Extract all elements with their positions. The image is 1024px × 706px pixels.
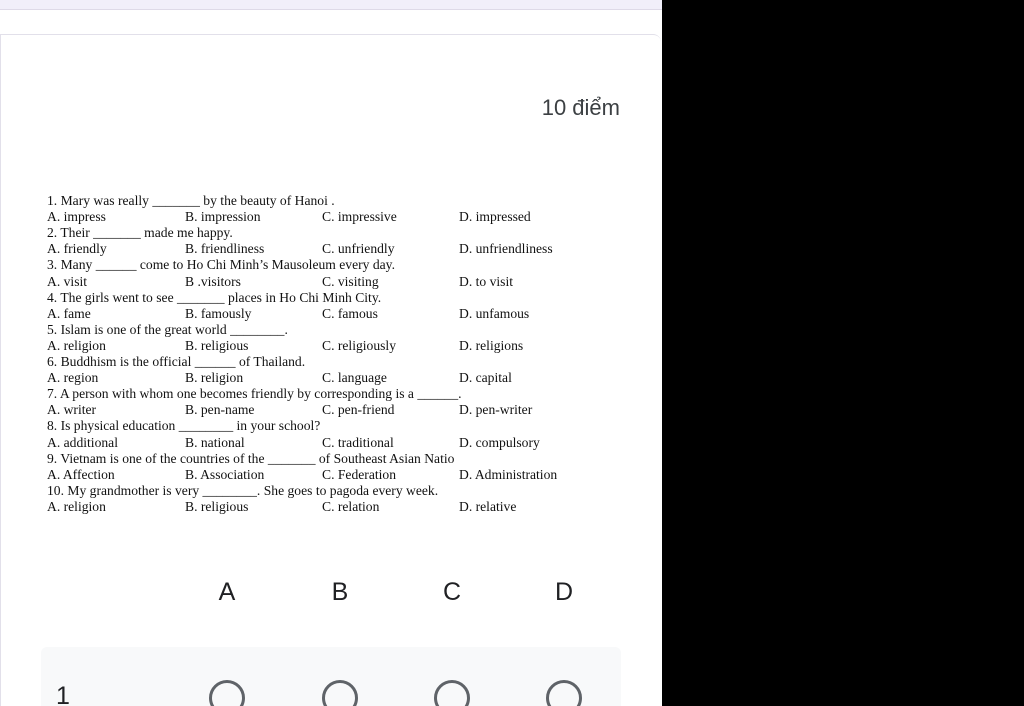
options-row <box>47 306 587 322</box>
options-row <box>47 274 587 290</box>
option-b: B. famously <box>185 305 252 321</box>
option-d: D. compulsory <box>459 434 540 450</box>
question-text: 2. Their _______ made me happy. <box>47 225 233 241</box>
option-d: D. capital <box>459 370 512 386</box>
worksheet-item-1 <box>47 193 587 225</box>
option-d: D. relative <box>459 498 517 514</box>
worksheet-item-7 <box>47 386 587 418</box>
worksheet-item-3 <box>47 257 587 289</box>
option-d: D. impressed <box>459 209 531 225</box>
worksheet-item-9 <box>47 451 587 483</box>
worksheet-item-8 <box>47 418 587 450</box>
grid-column-headers <box>0 578 662 612</box>
option-b: B. religious <box>185 498 249 514</box>
option-d: D. Administration <box>459 466 558 482</box>
worksheet-item-6 <box>47 354 587 386</box>
option-b: B. national <box>185 434 245 450</box>
option-a: A. religion <box>47 337 106 353</box>
question-text: 3. Many ______ come to Ho Chi Minh’s Mausoleum every day. <box>47 257 395 273</box>
options-row <box>47 435 587 451</box>
worksheet-item-5 <box>47 322 587 354</box>
options-row <box>47 241 587 257</box>
option-a: A. visit <box>47 273 88 289</box>
option-a: A. writer <box>47 402 97 418</box>
option-c: C. traditional <box>322 434 394 450</box>
question-text: 5. Islam is one of the great world ________. <box>47 321 288 337</box>
worksheet-item-10 <box>47 483 587 515</box>
question-text: 1. Mary was really _______ by the beauty of Hanoi . <box>47 193 335 208</box>
question-text: 6. Buddhism is the official ______ of Thailand. <box>47 353 306 369</box>
option-a: A. Affection <box>47 466 115 482</box>
option-c: C. famous <box>322 305 378 321</box>
question-text: 9. Vietnam is one of the countries of the _______ of Southeast Asian Natio <box>47 450 455 466</box>
question-text: 4. The girls went to see _______ places in Ho Chi Minh City. <box>47 289 382 305</box>
option-a: A. additional <box>47 434 118 450</box>
option-c: C. religiously <box>322 337 397 353</box>
options-row <box>47 370 587 386</box>
previous-card-edge <box>0 0 662 10</box>
option-b: B. pen-name <box>185 402 255 418</box>
column-header-d: D <box>554 578 574 606</box>
option-a: A. impress <box>47 209 106 225</box>
option-b: B. Association <box>185 466 265 482</box>
question-text: 8. Is physical education ________ in your school? <box>47 418 321 434</box>
option-b: B. religious <box>185 337 249 353</box>
question-points: 10 điểm <box>541 95 620 120</box>
option-d: D. unfamous <box>459 305 530 321</box>
option-b: B. friendliness <box>185 241 265 257</box>
worksheet-item-2 <box>47 225 587 257</box>
option-c: C. relation <box>322 498 380 514</box>
option-d: D. to visit <box>459 273 514 289</box>
option-c: C. language <box>322 370 387 386</box>
option-a: A. fame <box>47 305 91 321</box>
options-row <box>47 499 587 515</box>
option-a: A. friendly <box>47 241 107 257</box>
option-c: C. impressive <box>322 209 397 225</box>
option-b: B. religion <box>185 370 244 386</box>
option-b: B .visitors <box>185 273 241 289</box>
column-header-c: C <box>442 578 462 606</box>
option-d: D. religions <box>459 337 524 353</box>
option-a: A. religion <box>47 498 106 514</box>
option-c: C. pen-friend <box>322 402 395 418</box>
option-d: D. unfriendliness <box>459 241 553 257</box>
option-c: C. Federation <box>322 466 396 482</box>
column-header-a: A <box>218 578 236 606</box>
question-image <box>47 193 587 515</box>
option-c: C. unfriendly <box>322 241 395 257</box>
option-b: B. impression <box>185 209 261 225</box>
options-row <box>47 467 587 483</box>
question-text: 7. A person with whom one becomes friendly by corresponding is a ______. <box>47 386 462 402</box>
options-row <box>47 402 587 418</box>
grid-row-label: 1 <box>56 682 70 706</box>
question-text: 10. My grandmother is very ________. She goes to pagoda every week. <box>47 482 439 498</box>
option-a: A. region <box>47 370 99 386</box>
option-d: D. pen-writer <box>459 402 533 418</box>
worksheet-item-4 <box>47 290 587 322</box>
options-row <box>47 209 587 225</box>
option-c: C. visiting <box>322 273 379 289</box>
column-header-b: B <box>331 578 349 606</box>
options-row <box>47 338 587 354</box>
